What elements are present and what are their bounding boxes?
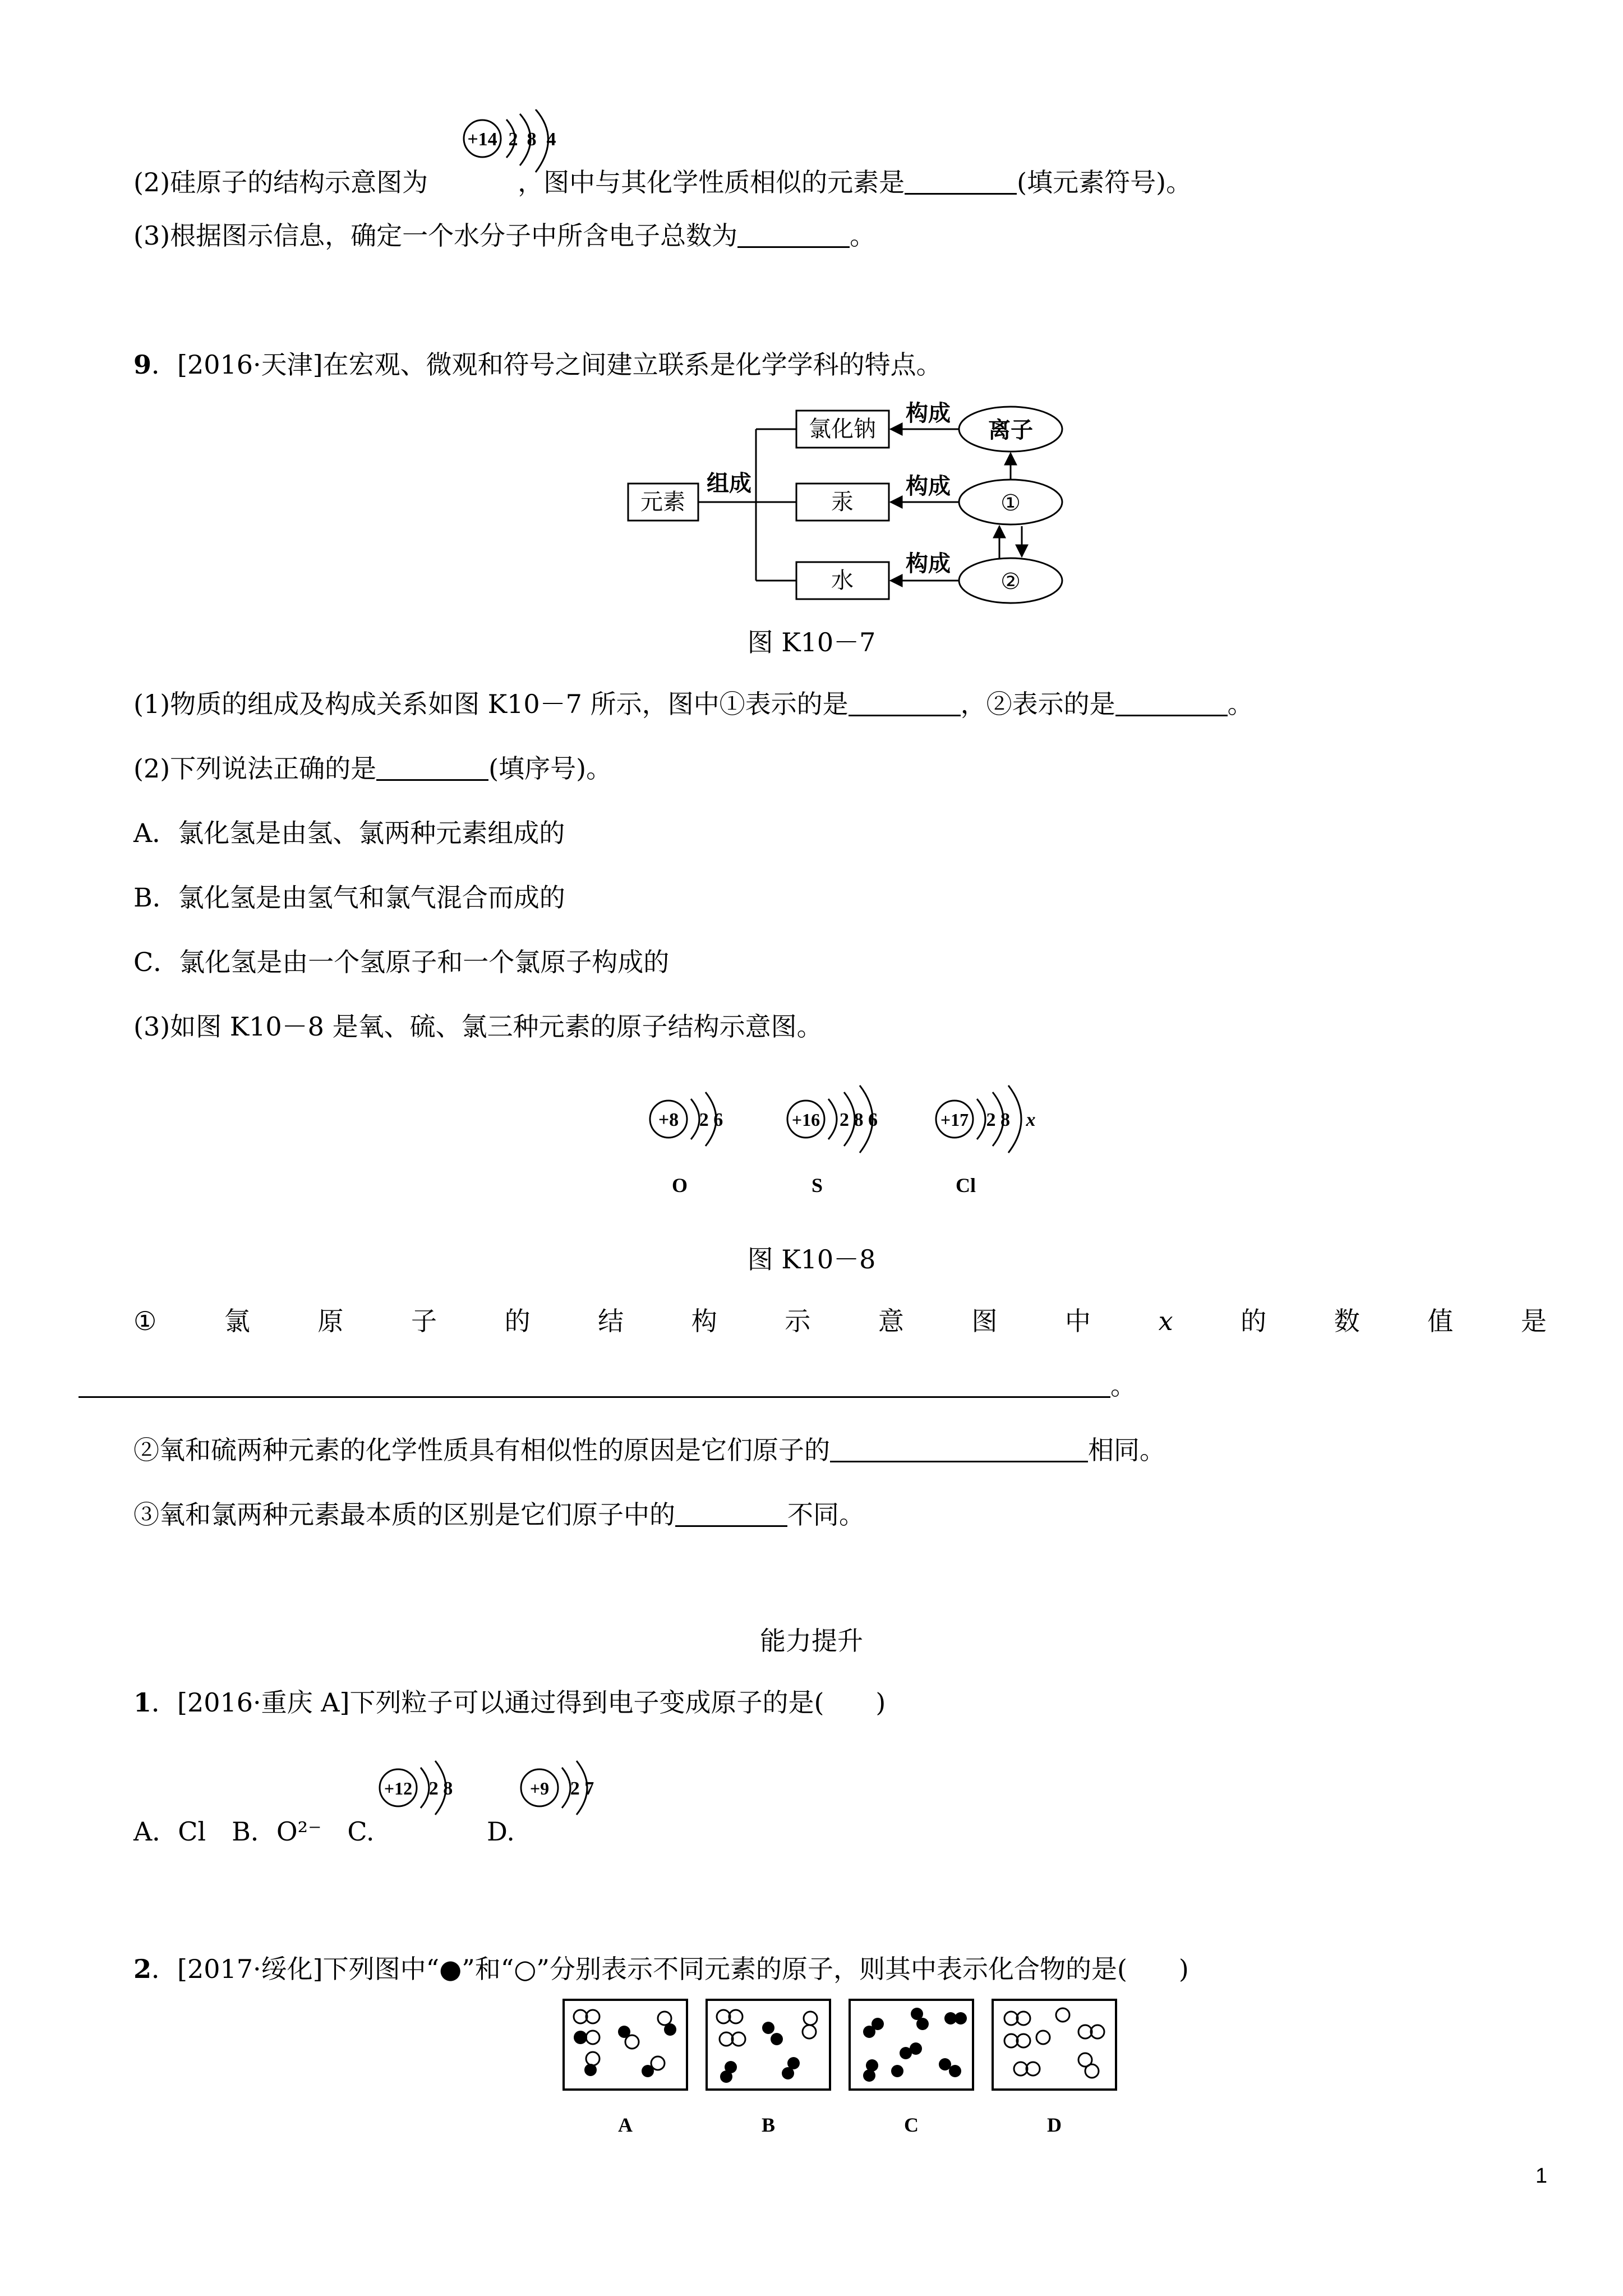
q8-part3-end: 。 <box>850 220 876 251</box>
n1-options-abc: A．Cl B．O²⁻ C. <box>133 1816 375 1847</box>
q9-part3-line: (3)如图 K10－8 是氧、硫、氯三种元素的原子结构示意图。 <box>133 1011 823 1042</box>
q9-sub3-line <box>133 1498 865 1531</box>
q9-sub3-blank[interactable] <box>675 1503 787 1527</box>
n1-option-d: D. <box>487 1816 515 1847</box>
sub1-char: 原 <box>317 1306 344 1336</box>
s-shells: 2 8 6 <box>840 1110 878 1130</box>
q8-part3-text: (3)根据图示信息，确定一个水分子中所含电子总数为 <box>133 220 738 251</box>
sub1-char-x: x <box>1158 1306 1173 1336</box>
q8-part2-prefix: (2)硅原子的结构示意图为 <box>133 167 428 197</box>
label-d: D <box>1047 2114 1062 2136</box>
sub1-char: 氯 <box>224 1306 250 1336</box>
sub1-char: ① <box>133 1306 157 1336</box>
si-shell1: 2 <box>508 129 518 150</box>
n2-stem-text: ．[2017·绥化]下列图中“●”和“○”分别表示不同元素的原子，则其中表示化合物的是( ) <box>151 1954 1189 1984</box>
o-label: O <box>671 1174 688 1197</box>
cl-x: x <box>1026 1110 1036 1130</box>
q9-part1-line <box>133 687 1253 721</box>
q9-sub3-b: 不同。 <box>787 1499 865 1530</box>
q9-sub1-spread-line <box>133 1304 1547 1338</box>
q9-sub3-a: ③氧和氯两种元素最本质的区别是它们原子中的 <box>133 1499 675 1530</box>
o-shells: 2 6 <box>699 1110 723 1130</box>
c-nucleus: +12 <box>384 1778 413 1798</box>
q9-sub1-end: 。 <box>1110 1370 1136 1401</box>
q9-part1-b: ，②表示的是 <box>960 689 1115 719</box>
ion-ellipse-label: 离子 <box>988 417 1033 443</box>
q9-sub2-b: 相同。 <box>1088 1435 1165 1465</box>
si-shell2: 8 <box>527 129 537 150</box>
figure-caption-k10-8: 图 K10－8 <box>747 1244 876 1274</box>
q9-sub2-line <box>133 1433 1165 1467</box>
sub1-char: 结 <box>598 1306 624 1336</box>
q9-part2-blank[interactable] <box>376 757 488 781</box>
nacl-box-label: 氯化钠 <box>809 416 876 441</box>
compose-label: 组成 <box>707 471 751 496</box>
form-label-1: 构成 <box>906 401 951 426</box>
particle-boxes-figure <box>558 1997 1130 2143</box>
si-nucleus: +14 <box>467 129 497 150</box>
sub1-char: 示 <box>785 1306 811 1336</box>
q9-option-a: A．氯化氢是由氢、氯两种元素组成的 <box>133 818 565 848</box>
q8-part2-suffix: ，图中与其化学性质相似的元素是 <box>518 167 905 197</box>
sub1-char: 中 <box>1065 1306 1091 1336</box>
silicon-atom-diagram <box>457 109 580 205</box>
n1-stem-text: ．[2016·重庆 A]下列粒子可以通过得到电子变成原子的是( ) <box>151 1687 886 1718</box>
s-label: S <box>811 1174 823 1197</box>
q8-part2-end: (填元素符号)。 <box>1017 167 1192 197</box>
q9-stem-text: ．[2016·天津]在宏观、微观和符号之间建立联系是化学学科的特点。 <box>151 349 942 380</box>
s-nucleus: +16 <box>791 1110 820 1130</box>
form-label-2: 构成 <box>906 473 951 499</box>
d-nucleus: +9 <box>529 1778 550 1798</box>
q9-option-b: B．氯化氢是由氢气和氯气混合而成的 <box>133 882 565 913</box>
sub1-char: 构 <box>691 1306 717 1336</box>
page-number: 1 <box>1535 2164 1547 2188</box>
figure-caption-k10-7: 图 K10－7 <box>747 627 876 657</box>
c-shells: 2 8 <box>428 1778 453 1799</box>
q9-sub1-blank[interactable] <box>79 1374 1110 1398</box>
q9-sub1-answer-line <box>79 1369 1136 1402</box>
sulfur-atom-diagram <box>782 1074 917 1198</box>
sub1-char: 子 <box>411 1306 437 1336</box>
mercury-box-label: 汞 <box>831 489 854 514</box>
n2-number: 2 <box>133 1954 152 1984</box>
cl-shells: 2 8 <box>986 1110 1015 1130</box>
sub1-char: 的 <box>1241 1306 1267 1336</box>
sub1-char: 是 <box>1520 1306 1547 1336</box>
label-b: B <box>761 2114 776 2136</box>
q9-part1-blank1[interactable] <box>849 692 961 716</box>
sub1-char: 意 <box>878 1306 904 1336</box>
q9-sub2-a: ②氧和硫两种元素的化学性质具有相似性的原因是它们原子的 <box>133 1435 830 1465</box>
oxygen-atom-diagram <box>645 1074 757 1198</box>
q9-part1-blank2[interactable] <box>1115 692 1228 716</box>
q8-part2-line <box>133 165 1192 199</box>
q8-part2-blank[interactable] <box>905 171 1017 195</box>
element-box-label: 元素 <box>640 489 685 514</box>
q9-number: 9 <box>133 349 152 380</box>
atom-option-d-diagram <box>516 1747 628 1848</box>
d-shells: 2 7 <box>570 1778 594 1799</box>
sub1-char: 图 <box>971 1306 998 1336</box>
si-shell3: 4 <box>546 129 556 150</box>
particle-1-label: ① <box>1000 490 1021 516</box>
sub1-char: 数 <box>1334 1306 1360 1336</box>
q8-part3-blank[interactable] <box>737 224 850 248</box>
section-title: 能力提升 <box>760 1626 863 1656</box>
n1-number: 1 <box>133 1687 152 1718</box>
q9-part2-text: (2)下列说法正确的是 <box>133 753 377 784</box>
n1-stem <box>133 1686 886 1719</box>
sub1-char: 值 <box>1427 1306 1454 1336</box>
form-label-3: 构成 <box>906 551 951 576</box>
sub1-char: 的 <box>504 1306 531 1336</box>
q9-part1-a: (1)物质的组成及构成关系如图 K10－7 所示，图中①表示的是 <box>133 689 849 719</box>
n1-options <box>133 1815 375 1848</box>
cl-nucleus: +17 <box>940 1110 969 1130</box>
q9-stem <box>133 348 942 381</box>
atom-option-c-diagram <box>375 1747 487 1848</box>
label-a: A <box>618 2114 633 2136</box>
label-c: C <box>904 2114 919 2136</box>
q9-part2-line <box>133 752 612 785</box>
o-nucleus: +8 <box>658 1110 679 1130</box>
cl-label: Cl <box>956 1174 976 1197</box>
q9-option-c: C．氯化氢是由一个氢原子和一个氯原子构成的 <box>133 947 670 977</box>
n2-stem <box>133 1952 1189 1986</box>
q9-part2-end: (填序号)。 <box>488 753 612 784</box>
water-box-label: 水 <box>831 568 854 593</box>
chlorine-atom-diagram <box>931 1074 1066 1198</box>
particle-2-label: ② <box>1000 569 1021 594</box>
composition-diagram <box>623 393 1105 617</box>
q9-part1-c: 。 <box>1227 689 1253 719</box>
q8-part3-line <box>133 219 875 252</box>
q9-sub2-blank[interactable] <box>830 1438 1088 1462</box>
